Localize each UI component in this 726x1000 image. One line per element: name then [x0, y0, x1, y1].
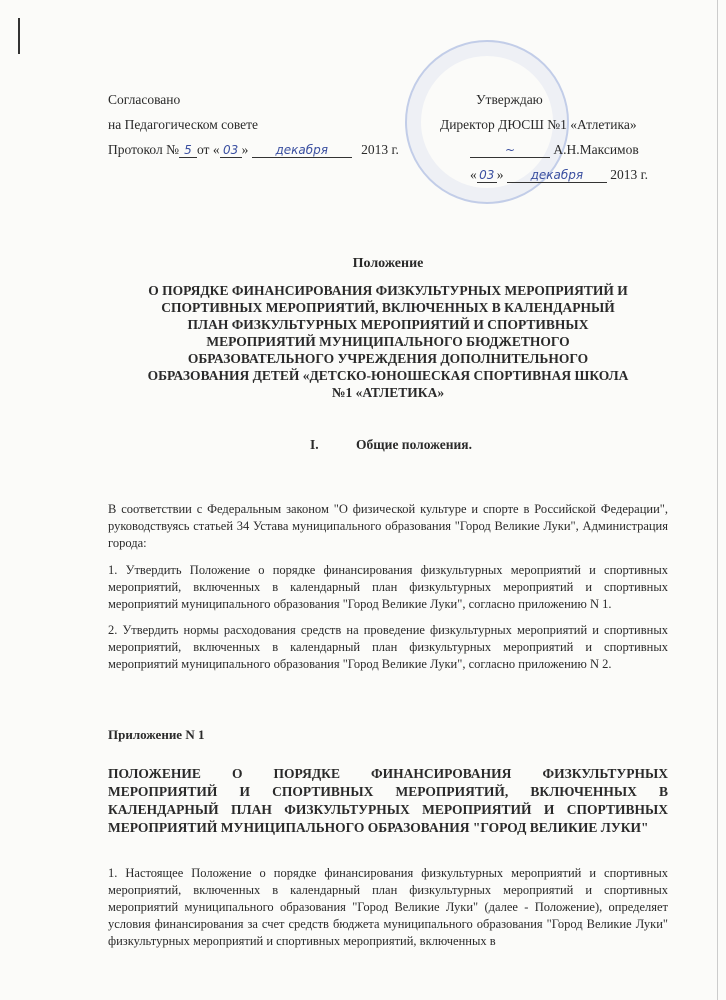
signature: ~	[470, 143, 550, 158]
section-heading: I. Общие положения.	[310, 437, 472, 452]
approval-date: « 03 » декабря 2013 г.	[470, 167, 649, 182]
appendix-heading: ПОЛОЖЕНИЕ О ПОРЯДКЕ ФИНАНСИРОВАНИЯ ФИЗКУЛЬТУРНЫХ МЕРОПРИЯТИЙ И СПОРТИВНЫХ МЕРОПРИЯТИЙ, ВКЛЮЧЕННЫХ В КАЛЕНДАРНЫЙ ПЛАН ФИЗКУЛЬТУРНЫХ МЕРОПРИЯТИЙ И СПОРТИВНЫХ МЕРОПРИЯТИЙ МУНИЦИПАЛЬНОГО ОБРАЗОВАНИЯ "ГОРОД ВЕЛИКИЕ ЛУКИ"	[108, 766, 668, 835]
agreed-label: Согласовано	[108, 92, 181, 107]
item-1-paragraph: 1. Утвердить Положение о порядке финансирования физкультурных мероприятий и спортивных мероприятий, включенных в календарный план физкультурных мероприятий и спортивных мероприятий муниципального образования "Город Великие Луки", согласно приложению N 1.	[108, 563, 668, 611]
document-subtitle: О ПОРЯДКЕ ФИНАНСИРОВАНИЯ ФИЗКУЛЬТУРНЫХ МЕРОПРИЯТИЙ И СПОРТИВНЫХ МЕРОПРИЯТИЙ, ВКЛЮЧЕННЫХ В КАЛЕНДАРНЫЙ ПЛАН ФИЗКУЛЬТУРНЫХ МЕРОПРИЯТИЙ И СПОРТИВНЫХ МЕРОПРИЯТИЙ МУНИЦИПАЛЬНОГО БЮДЖЕТНОГО ОБРАЗОВАТЕЛЬНОГО УЧРЕЖДЕНИЯ ДОПОЛНИТЕЛЬНОГО ОБРАЗОВАНИЯ ДЕТЕЙ «ДЕТСКО-ЮНОШЕСКАЯ СПОРТИВНАЯ ШКОЛА №1 «АТЛЕТИКА»	[147, 283, 629, 400]
item-2-paragraph: 2. Утвердить нормы расходования средств на проведение физкультурных мероприятий и спортивных мероприятий, включенных в календарный план физкультурных мероприятий и спортивных мероприятий муниципального образования "Город Великие Луки", согласно приложению N 2.	[108, 623, 668, 671]
protocol-month: декабря	[252, 143, 352, 158]
document-title: Положение	[352, 256, 424, 271]
page-edge	[717, 0, 718, 1000]
approval-left	[108, 92, 399, 158]
approve-label: Утверждаю	[476, 92, 543, 107]
council-label: на Педагогическом совете	[108, 117, 259, 132]
director-label: Директор ДЮСШ №1 «Атлетика»	[440, 117, 637, 132]
scan-mark	[18, 18, 20, 54]
appendix-label: Приложение N 1	[108, 727, 205, 742]
approval-right	[440, 92, 648, 183]
appendix-paragraph: 1. Настоящее Положение о порядке финансирования физкультурных мероприятий и спортивных мероприятий, включенных в календарный план физкультурных мероприятий и спортивных мероприятий муниципального образования "Город Великие Луки" (далее - Положение), определяет условия финансирования за счет средств бюджета муниципального образования "Город Великие Луки" физкультурных мероприятий и спортивных мероприятий, включенных в	[108, 866, 668, 948]
signature-line: ~ А.Н.Максимов	[440, 142, 648, 167]
protocol-day: 03	[220, 143, 242, 158]
protocol-number: 5	[179, 143, 197, 158]
protocol-line: Протокол № 5 от « 03 » декабря 2013 г.	[108, 142, 399, 157]
preamble-paragraph: В соответствии с Федеральным законом "О физической культуре и спорте в Российской Федерации", руководствуясь статьей 34 Устава муниципального образования "Город Великие Луки", Администрация города:	[108, 502, 668, 550]
